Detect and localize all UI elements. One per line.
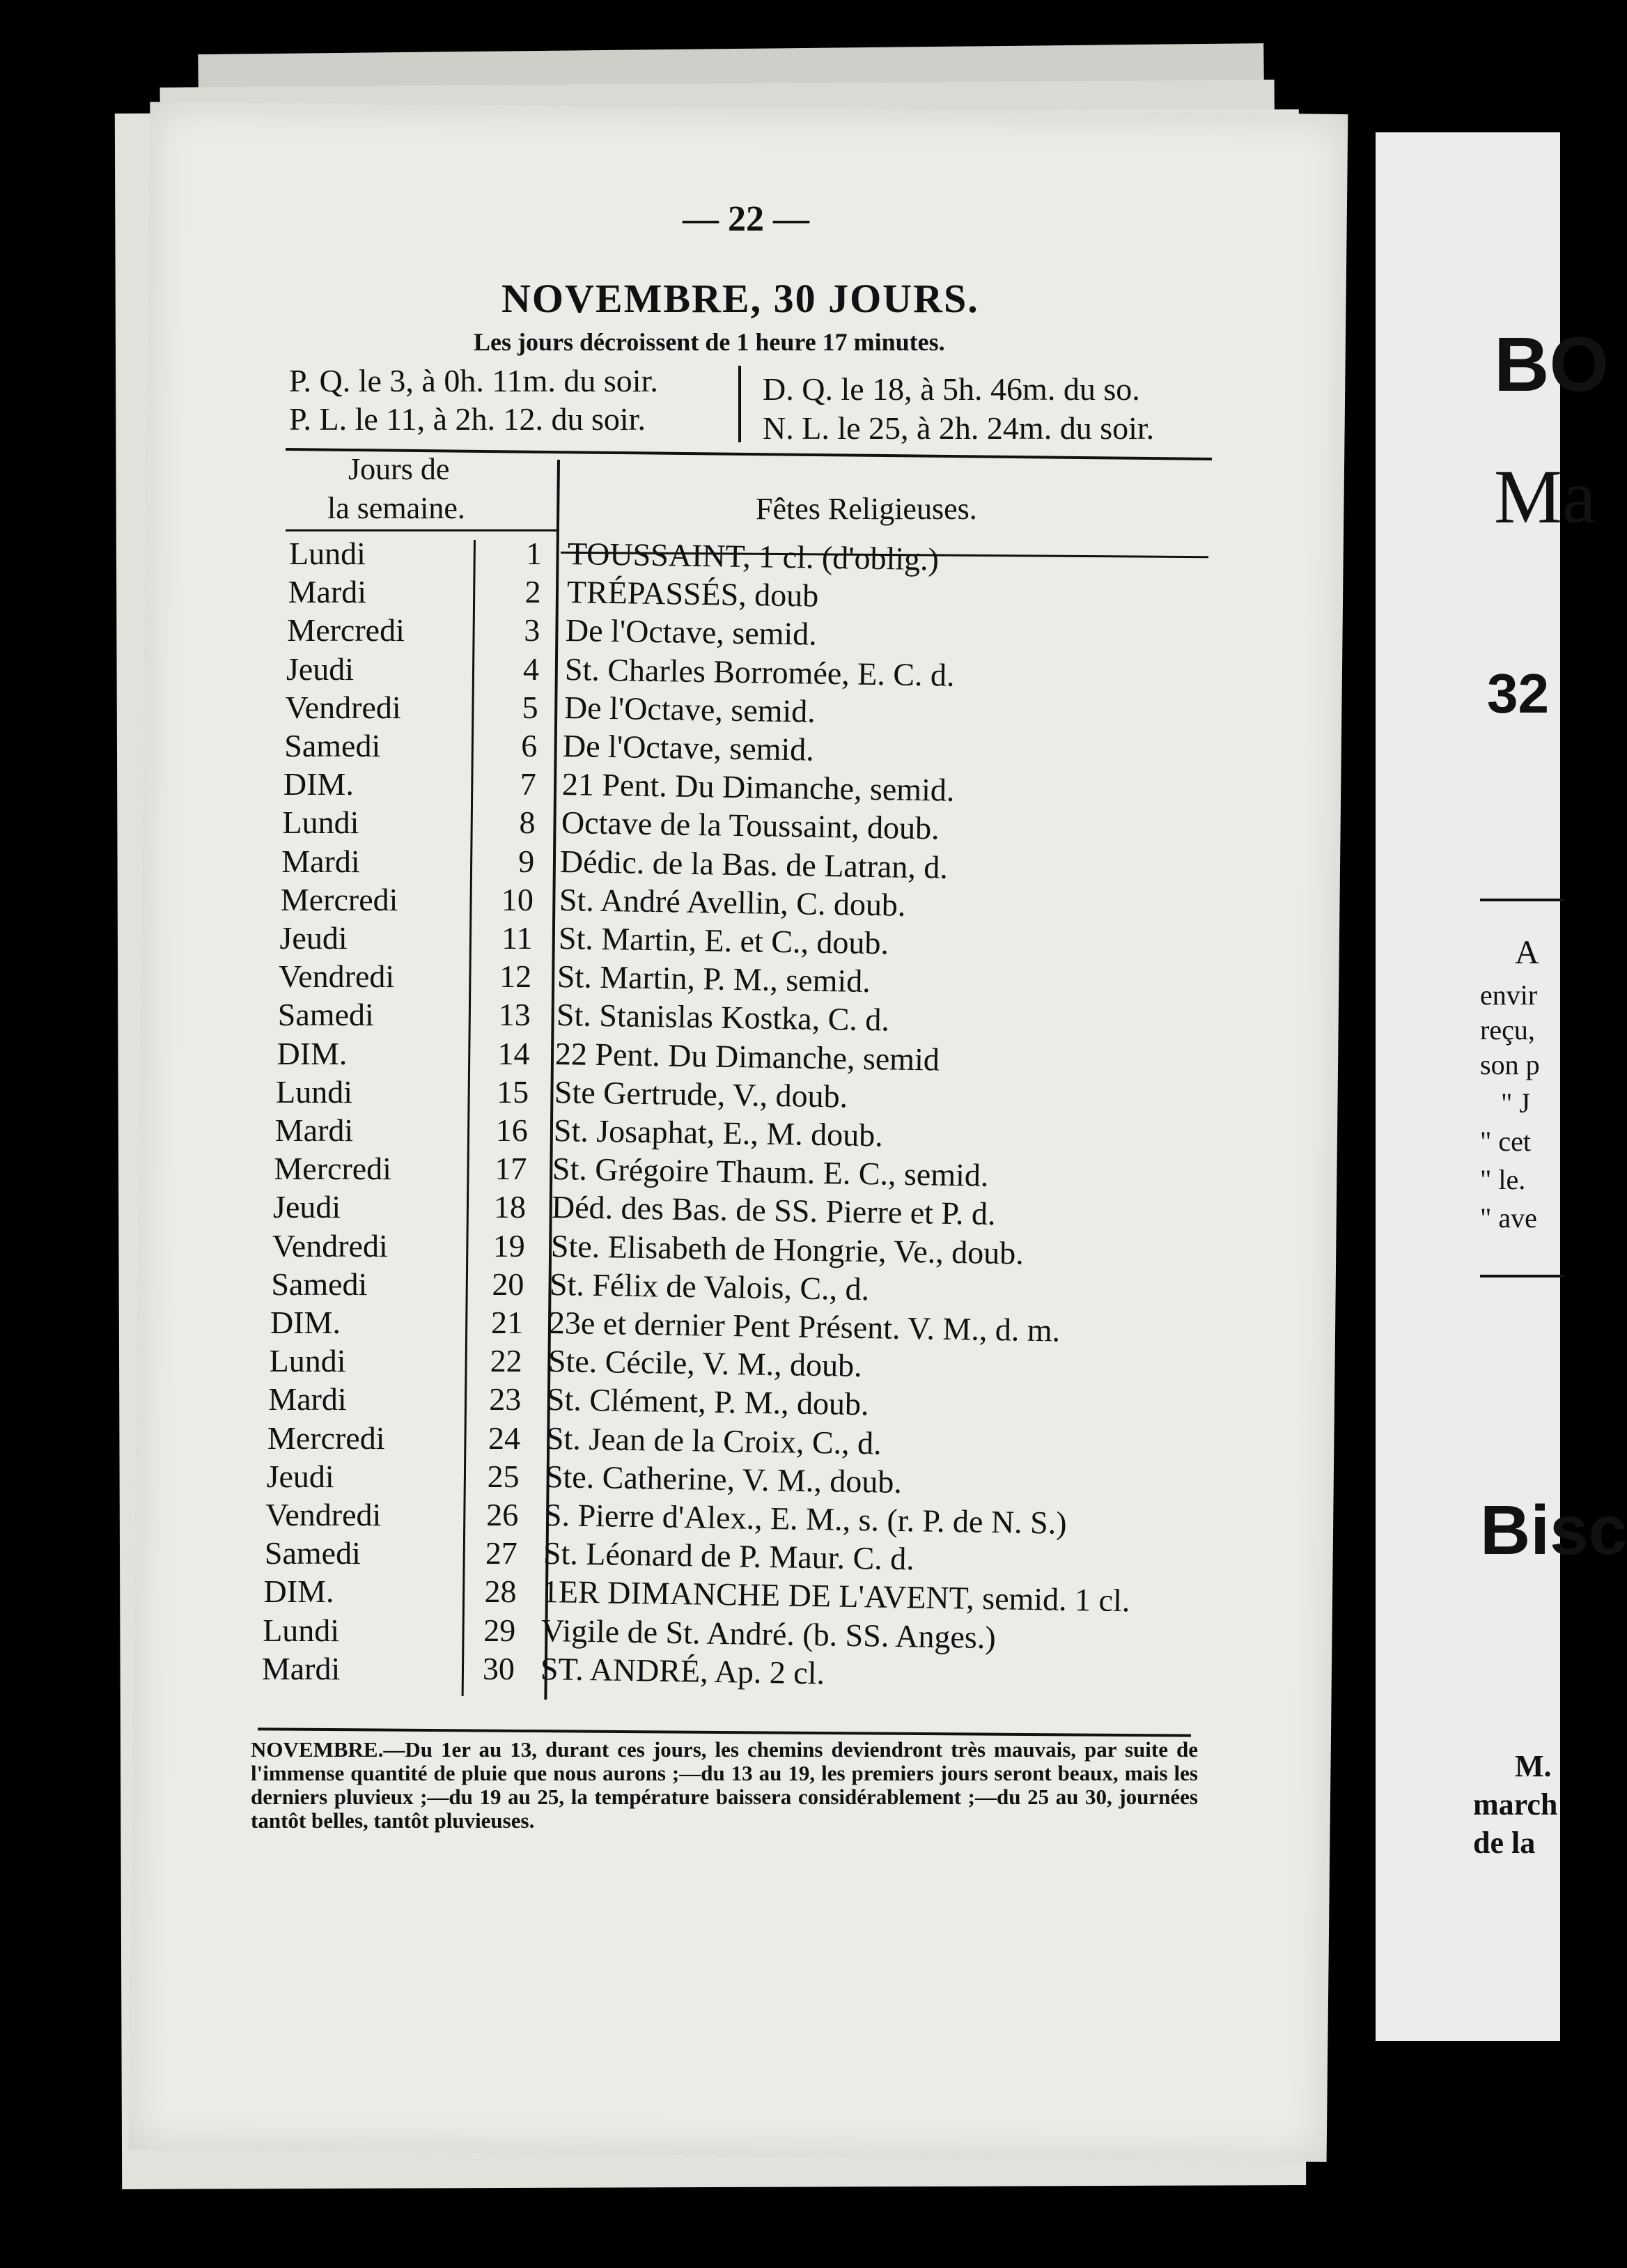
table-row (0, 1458, 1560, 1500)
facing-fragment: Ma (1494, 454, 1596, 539)
table-row (0, 573, 1560, 612)
date-cell: 20 (492, 1266, 524, 1302)
feast-cell: 23e et dernier Pent Présent. V. M., d. m. (548, 1305, 1061, 1349)
feast-cell: S. Pierre d'Alex., E. M., s. (r. P. de N. S.) (543, 1497, 1068, 1541)
date-cell: 26 (486, 1497, 519, 1532)
feast-cell: De l'Octave, semid. (563, 689, 816, 729)
date-cell: 25 (487, 1458, 520, 1494)
date-cell: 21 (491, 1305, 523, 1340)
feast-cell: Ste. Catherine, V. M., doub. (545, 1458, 902, 1500)
facing-fragment: son p (1480, 1049, 1540, 1080)
weekday-cell: Jeudi (286, 651, 355, 687)
feast-cell: 21 Pent. Du Dimanche, semid. (561, 766, 955, 809)
facing-fragment: Bisc (1480, 1491, 1627, 1569)
column-header-days: Jours de (348, 452, 450, 486)
facing-fragment: de la (1473, 1826, 1536, 1860)
weekday-cell: Vendredi (272, 1227, 388, 1264)
date-cell: 24 (488, 1420, 520, 1456)
date-cell: 4 (522, 651, 539, 687)
weekday-cell: DIM. (283, 766, 354, 802)
weekday-cell: Mardi (281, 843, 360, 879)
weekday-cell: Lundi (269, 1343, 346, 1379)
weekday-cell: Lundi (289, 536, 366, 571)
weekday-cell: DIM. (263, 1574, 334, 1610)
feast-cell: St. Martin, P. M., semid. (556, 958, 871, 1000)
weekday-cell: Samedi (277, 997, 374, 1033)
page-subtitle: Les jours décroissent de 1 heure 17 minutes. (474, 328, 945, 356)
feast-cell: St. Jean de la Croix, C., d. (545, 1420, 882, 1461)
date-cell: 3 (524, 612, 540, 648)
feast-cell: De l'Octave, semid. (565, 612, 818, 653)
page-number: — 22 — (683, 199, 809, 239)
date-cell: 29 (483, 1612, 516, 1648)
table-row (0, 919, 1560, 961)
feast-cell: Ste Gertrude, V., doub. (554, 1073, 848, 1114)
table-row (0, 1304, 1560, 1349)
weekday-cell: Mardi (288, 574, 367, 610)
facing-fragment: " ave (1480, 1202, 1537, 1234)
table-row (0, 1227, 1560, 1271)
page-title: NOVEMBRE, 30 JOURS. (501, 276, 979, 321)
feast-cell: Ste. Elisabeth de Hongrie, Ve., doub. (550, 1227, 1024, 1271)
table-row (0, 1612, 1560, 1655)
feast-cell: Déd. des Bas. de SS. Pierre et P. d. (551, 1189, 996, 1232)
feast-cell: St. Grégoire Thaum. E. C., semid. (552, 1151, 990, 1194)
table-row (0, 766, 1560, 809)
divider (286, 529, 557, 531)
table-row (0, 1112, 1560, 1154)
facing-fragment: " J (1501, 1087, 1530, 1119)
date-cell: 23 (489, 1381, 522, 1418)
footnote-text: —Du 1er au 13, durant ces jours, les chemins deviendront très mauvais, par suite de l'immense quantité de pluie que nous aurons ;—du 13 au 19, les premiers jours seront beaux, mais les derniers pluvieux ;—du 19 au 25, la température baissera considérablement ;—du 25 au 30, journées tantôt belles, tantôt pluvieuses. (251, 1737, 1198, 1833)
weekday-cell: Mercredi (267, 1420, 385, 1456)
weekday-cell: Samedi (271, 1266, 368, 1302)
feast-cell: St. Léonard de P. Maur. C. d. (543, 1535, 915, 1577)
table-row (0, 612, 1560, 651)
feast-cell: Octave de la Toussaint, doub. (561, 805, 940, 846)
date-cell: 28 (484, 1574, 517, 1610)
table-row (0, 1573, 1560, 1619)
moon-phase: P. Q. le 3, à 0h. 11m. du soir. (289, 363, 658, 398)
weekday-cell: Mardi (268, 1381, 347, 1418)
column-header-fetes: Fêtes Religieuses. (756, 492, 977, 526)
feast-cell: Vigile de St. André. (b. SS. Anges.) (540, 1612, 997, 1655)
table-row (0, 843, 1560, 885)
weekday-cell: Samedi (284, 728, 381, 763)
table-row (0, 804, 1560, 846)
date-cell: 18 (494, 1189, 527, 1225)
table-row (0, 1150, 1560, 1194)
facing-fragment: march (1473, 1787, 1558, 1822)
weekday-cell: Lundi (276, 1073, 352, 1110)
feast-cell: St. André Avellin, C. doub. (559, 881, 906, 923)
weekday-cell: Mercredi (280, 881, 398, 917)
column-header-days: la semaine. (327, 491, 465, 525)
weekday-cell: Jeudi (279, 920, 348, 956)
date-cell: 30 (482, 1650, 515, 1686)
table-row (0, 1342, 1560, 1384)
feast-cell: TRÉPASSÉS, doub (566, 574, 819, 614)
facing-fragment: envir (1480, 979, 1538, 1011)
table-row (0, 727, 1560, 766)
feast-cell: ST. ANDRÉ, Ap. 2 cl. (540, 1650, 825, 1691)
feast-cell: St. Clément, P. M., doub. (546, 1381, 870, 1422)
date-cell: 22 (490, 1343, 522, 1379)
date-cell: 5 (522, 689, 538, 725)
date-cell: 14 (497, 1035, 530, 1071)
divider (738, 366, 741, 442)
feast-cell: St. Josaphat, E., M. doub. (553, 1112, 883, 1154)
date-cell: 16 (495, 1112, 528, 1148)
weekday-cell: Lundi (263, 1612, 340, 1648)
date-cell: 13 (498, 997, 531, 1033)
feast-cell: St. Félix de Valois, C., d. (549, 1266, 870, 1307)
table-row (0, 1035, 1560, 1078)
table-row (0, 689, 1560, 728)
table-row (0, 1266, 1560, 1305)
weekday-cell: Mardi (261, 1650, 341, 1686)
weekday-cell: Jeudi (273, 1189, 341, 1225)
date-cell: 19 (492, 1227, 525, 1264)
weekday-cell: Mercredi (274, 1151, 391, 1187)
weekday-cell: Mardi (274, 1112, 354, 1148)
table-row (0, 1535, 1560, 1577)
moon-phase: P. L. le 11, à 2h. 12. du soir. (289, 401, 646, 437)
table-row (0, 1381, 1560, 1420)
table-row (0, 1188, 1560, 1232)
weekday-cell: Vendredi (265, 1497, 382, 1532)
date-cell: 9 (518, 843, 535, 879)
table-row (0, 535, 1560, 577)
date-cell: 1 (526, 536, 542, 571)
weekday-cell: Samedi (264, 1535, 361, 1571)
footnote-label: NOVEMBRE. (251, 1737, 384, 1762)
feast-cell: Dédic. de la Bas. de Latran, d. (559, 843, 949, 885)
weekday-cell: Lundi (282, 805, 359, 841)
moon-phase: N. L. le 25, à 2h. 24m. du soir. (763, 410, 1155, 446)
facing-fragment: reçu, (1480, 1014, 1535, 1046)
date-cell: 15 (497, 1073, 529, 1110)
facing-fragment: BO (1494, 322, 1609, 407)
facing-fragment: 32 (1487, 662, 1549, 724)
date-cell: 12 (499, 958, 532, 995)
weekday-cell: DIM. (277, 1035, 348, 1071)
facing-fragment: " cet (1480, 1126, 1531, 1157)
date-cell: 11 (501, 920, 533, 956)
table-row (0, 996, 1560, 1038)
facing-fragment: M. (1515, 1749, 1552, 1783)
date-cell: 6 (521, 728, 538, 763)
feast-cell: TOUSSAINT, 1 cl. (d'oblig.) (567, 536, 940, 577)
date-cell: 27 (485, 1535, 517, 1571)
table-row (0, 958, 1560, 1000)
date-cell: 17 (495, 1151, 527, 1187)
table-row (0, 1496, 1560, 1541)
feast-cell: Ste. Cécile, V. M., doub. (547, 1343, 862, 1384)
weekday-cell: Vendredi (285, 689, 401, 725)
facing-fragment: " le. (1480, 1164, 1526, 1195)
feast-cell: De l'Octave, semid. (562, 728, 815, 768)
table-row (0, 1650, 1560, 1689)
feast-cell: St. Charles Borromée, E. C. d. (564, 651, 955, 693)
table-row (0, 1420, 1560, 1459)
feast-cell: St. Stanislas Kostka, C. d. (556, 997, 890, 1038)
table-row (0, 881, 1560, 923)
weekday-cell: Jeudi (266, 1458, 334, 1494)
weather-footnote (251, 1738, 1198, 1833)
weekday-cell: Mercredi (287, 612, 405, 648)
date-cell: 2 (524, 574, 541, 610)
feast-cell: 22 Pent. Du Dimanche, semid (555, 1035, 940, 1078)
weekday-cell: Vendredi (279, 958, 395, 995)
feast-cell: 1ER DIMANCHE DE L'AVENT, semid. 1 cl. (542, 1574, 1130, 1619)
date-cell: 10 (501, 881, 534, 917)
weekday-cell: DIM. (270, 1305, 341, 1340)
feast-cell: St. Martin, E. et C., doub. (558, 920, 889, 961)
moon-phase: D. Q. le 18, à 5h. 46m. du so. (763, 371, 1140, 407)
facing-fragment: A (1515, 934, 1539, 971)
date-cell: 7 (520, 766, 536, 802)
table-row (0, 1073, 1560, 1112)
date-cell: 8 (519, 805, 536, 841)
